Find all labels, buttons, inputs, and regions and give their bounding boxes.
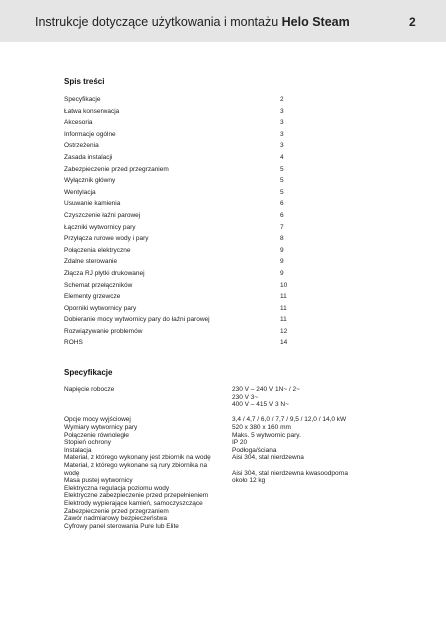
toc-entry-page: 11 — [280, 304, 287, 312]
toc-entry — [64, 189, 294, 201]
voltage-value: 230 V 3~ — [232, 393, 259, 401]
spec-label: Stopień ochrony — [64, 439, 111, 447]
toc-entry-title: Dobieranie mocy wytwornicy pary do łaźni parowej — [64, 316, 210, 324]
toc-entry-page: 11 — [280, 293, 287, 301]
toc-heading: Spis treści — [64, 77, 105, 86]
toc-entry-page: 3 — [280, 142, 284, 150]
toc-entry — [64, 200, 294, 212]
voltage-label: Napięcie robocze — [64, 386, 115, 393]
toc-entry-title: Zdalne sterowanie — [64, 258, 118, 266]
toc-entry — [64, 316, 294, 328]
toc-entry — [64, 270, 294, 282]
toc-entry-page: 12 — [280, 327, 288, 335]
toc-entry — [64, 154, 294, 166]
spec-value: IP 20 — [232, 439, 248, 447]
toc-entry — [64, 235, 294, 247]
toc-entry — [64, 328, 294, 340]
document-title — [35, 15, 350, 29]
toc-entry-page: 6 — [280, 200, 284, 208]
spec-label: Masa pustej wytwornicy — [64, 477, 133, 485]
toc-entry-title: Ostrzeżenia — [64, 142, 99, 150]
spec-label: Cyfrowy panel sterowania Pure lub Elite — [64, 522, 179, 530]
toc-entry-title: Elementy grzewcze — [64, 293, 121, 301]
toc-entry — [64, 293, 294, 305]
toc-entry — [64, 177, 294, 189]
product-name: Helo Steam — [281, 15, 350, 29]
spec-label: Opcje mocy wyjściowej — [64, 416, 131, 424]
toc-entry-page: 7 — [280, 223, 284, 231]
voltage-value: 230 V – 240 V 1N~ / 2~ — [232, 386, 300, 393]
specifications-heading: Specyfikacje — [64, 368, 113, 377]
voltage-value: 400 V – 415 V 3 N~ — [232, 401, 289, 409]
toc-entry-page: 6 — [280, 211, 284, 219]
toc-entry-title: Wentylacja — [64, 188, 96, 196]
spec-label: Elektryczne zabezpieczenie przed przepełnieniem — [64, 492, 209, 500]
toc-entry — [64, 258, 294, 270]
toc-entry-title: Wyłącznik główny — [64, 177, 116, 185]
toc-entry-title: Zasada instalacji — [64, 153, 113, 161]
toc-entry-page: 11 — [280, 316, 287, 324]
page-number: 2 — [409, 15, 416, 29]
toc-entry-title: Oporniki wytwornicy pary — [64, 304, 137, 312]
toc-entry-title: Złącza RJ płytki drukowanej — [64, 269, 145, 277]
toc-entry — [64, 224, 294, 236]
spec-label: Instalacja — [64, 446, 92, 454]
spec-label: Materiał, z którego wykonany jest zbiornik na wodę — [64, 454, 211, 462]
toc-entry-title: Zabezpieczenie przed przegrzaniem — [64, 165, 169, 173]
spec-value: 3,4 / 4,7 / 6,0 / 7,7 / 9,5 / 12,0 / 14,0 kW — [232, 416, 347, 424]
toc-entry — [64, 166, 294, 178]
toc-entry-page: 3 — [280, 119, 284, 127]
toc-entry — [64, 282, 294, 294]
toc-entry-page: 9 — [280, 258, 284, 266]
toc-entry-page: 9 — [280, 246, 284, 254]
toc-entry-page: 10 — [280, 281, 288, 289]
spec-value — [232, 462, 348, 470]
spec-label: wodę — [64, 469, 80, 477]
toc-entry — [64, 108, 294, 120]
spec-value: Aisi 304, stal nierdzewna kwasoodporna — [232, 469, 348, 477]
toc-entry — [64, 212, 294, 224]
toc-entry-page: 5 — [280, 177, 284, 185]
spec-value: 520 x 380 x 160 mm — [232, 423, 291, 431]
toc-entry-title: Łatwa konserwacja — [64, 107, 120, 115]
toc-entry-title: Akcesoria — [64, 119, 93, 127]
toc-entry-title: Przyłącza rurowe wody i pary — [64, 235, 149, 243]
spec-labels-column — [64, 386, 211, 530]
toc-entry-page: 9 — [280, 269, 284, 277]
spec-label: Elektrody wypierające kamień, samoczyszczące — [64, 499, 203, 507]
spec-value: Maks. 5 wytwornic pary. — [232, 431, 301, 439]
toc-entry-page: 14 — [280, 339, 288, 347]
spec-value: Aisi 304, stal nierdzewna — [232, 454, 304, 462]
spec-value: około 12 kg — [232, 477, 266, 485]
toc-entry — [64, 339, 294, 351]
spec-label: Połączenie równoległe — [64, 431, 130, 439]
toc-entry-title: Rozwiązywanie problemów — [64, 327, 143, 335]
spec-label: Zawór nadmiarowy bezpieczeństwa — [64, 515, 167, 523]
toc-entry — [64, 305, 294, 317]
spec-label: Zabezpieczenie przed przegrzaniem — [64, 507, 169, 515]
toc-entry — [64, 142, 294, 154]
toc-entry-page: 4 — [280, 153, 284, 161]
toc-entry — [64, 131, 294, 143]
page-header — [0, 0, 446, 42]
toc-entry-title: Schemat przełączników — [64, 281, 133, 289]
spec-values-column — [232, 386, 348, 485]
toc-entry-page: 8 — [280, 235, 284, 243]
toc-entry — [64, 247, 294, 259]
table-of-contents — [64, 96, 294, 351]
toc-entry-page: 3 — [280, 130, 284, 138]
spec-label: Materiał, z którego wykonane są rury zbiornika na — [64, 461, 208, 469]
toc-entry-title: Usuwanie kamienia — [64, 200, 121, 208]
toc-entry-page: 5 — [280, 165, 284, 173]
spec-value: Podłoga/ściana — [232, 446, 277, 454]
toc-entry-page: 5 — [280, 188, 284, 196]
toc-entry-title: Połączenia elektryczne — [64, 246, 131, 254]
toc-entry — [64, 96, 294, 108]
toc-entry-title: Informacje ogólne — [64, 130, 116, 138]
toc-entry-page: 2 — [280, 96, 284, 103]
toc-entry-title: Specyfikacje — [64, 96, 101, 103]
spec-label: Elektryczna regulacja poziomu wody — [64, 484, 170, 492]
toc-entry-page: 3 — [280, 107, 284, 115]
spec-label: Wymiary wytwornicy pary — [64, 423, 138, 431]
toc-entry-title: ROHS — [64, 339, 83, 347]
toc-entry-title: Czyszczenie łaźni parowej — [64, 211, 141, 219]
document-title-text: Instrukcje dotyczące użytkowania i montażu — [35, 15, 282, 29]
toc-entry-title: Łączniki wytwornicy pary — [64, 223, 136, 231]
toc-entry — [64, 119, 294, 131]
